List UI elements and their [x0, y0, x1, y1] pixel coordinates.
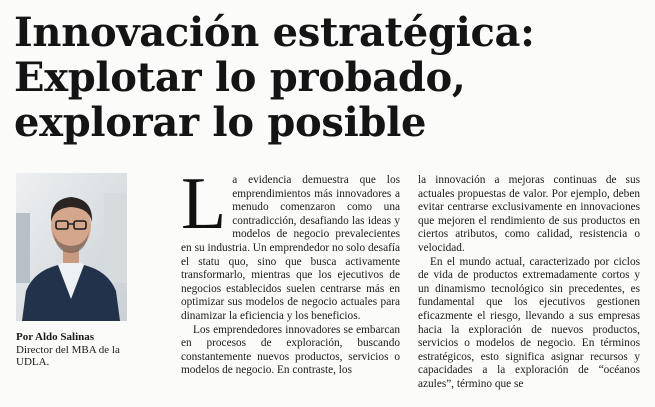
paragraph [181, 163, 400, 324]
drop-cap: L [181, 163, 227, 245]
headline-line-1: Innovación estratégica: [14, 9, 535, 56]
author-photo [16, 173, 127, 321]
article-column-1 [181, 163, 400, 378]
author-role: Director del MBA de la UDLA. [16, 343, 120, 368]
paragraph: En el mundo actual, caracterizado por ciclos de vida de productos extremadamente cortos y un dinamismo tecnológico sin precedentes, es fundamental que los ejecutivos gestionen eficazmente el riesgo, llevando a sus empresas hacia la exploración de nuevos productos, servicios o modelos de negocio. En términos estratégicos, esto significa asignar recursos y capacidades a la exploración de “océanos azules”, término que se [418, 255, 640, 390]
article-headline [14, 10, 644, 145]
headline-line-2: Explotar lo probado, [14, 54, 466, 101]
article-column-2 [418, 174, 640, 392]
paragraph-text: a evidencia demuestra que los emprendimientos más innovadores a menudo comenzaron como una contradicción, desafiando las ideas y modelos de negocio prevalecientes en su industria. Un emprendedor no solo desafía el statu quo, sino que busca activamente transformarlo, mientras que los ejecutivos de negocios establecidos suelen centrarse más en optimizar sus modelos de negocio actuales para dinamizar la eficiencia y los beneficios. [181, 174, 400, 322]
paragraph: Los emprendedores innovadores se embarcan en procesos de exploración, buscando constantemente nuevos productos, servicios o modelos de negocio. En contraste, los [181, 323, 400, 377]
paragraph: la innovación a mejoras continuas de sus actuales propuestas de valor. Por ejemplo, deben evitar centrarse exclusivamente en innovaciones que mejoren el rendimiento de sus productos en ciertos atributos, como calidad, resistencia o velocidad. [418, 174, 640, 254]
author-name: Por Aldo Salinas [16, 331, 95, 343]
headline-line-3: explorar lo posible [14, 99, 427, 146]
author-byline [16, 331, 136, 369]
